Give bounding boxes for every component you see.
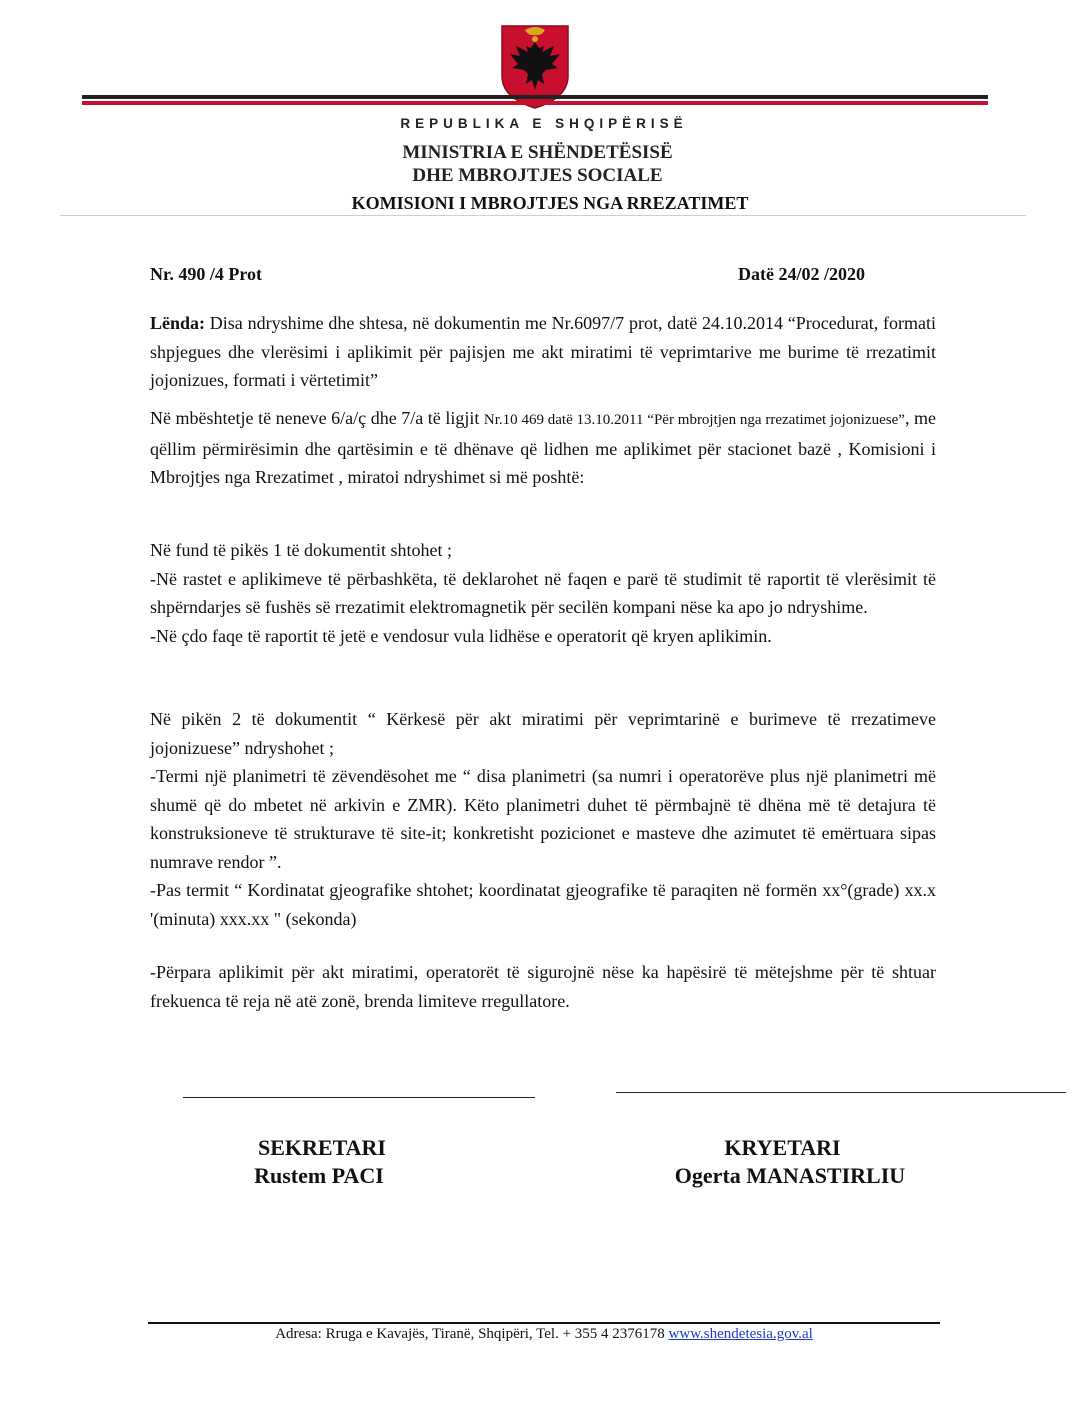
chairman-title: KRYETARI [724,1135,841,1160]
amendment-2-heading: Në pikën 2 të dokumentit “ Kërkesë për akt miratimi për veprimtarinë e burimeve të rrezatimeve jojonizuese” ndryshohet ; [150,709,936,758]
signature-line-right [616,1092,1066,1093]
footer-divider [148,1322,940,1324]
ministry-name-line2: DHE MBROJTJES SOCIALE [412,165,663,186]
amendment-1-item-2: -Në çdo faqe të raportit të jetë e vendosur vula lidhëse e operatorit që kryen aplikimin. [150,625,772,646]
amendment-1-item-1: -Në rastet e aplikimeve të përbashkëta, të deklarohet në faqen e parë të studimit të raportit të vlerësimit të shpërndarjes së fushës së rrezatimit elektromagnetik për secilën kompani nëse ka apo jo ndryshime. [150,568,936,617]
document-date: Datë 24/02 /2020 [738,264,865,284]
header-line-red [82,101,988,105]
intro-text-2: , me qëllim përmirësimin dhe qartësimin e të dhënave që lidhen me aplikimet për stacionet bazë , Komisioni i Mbrojtjes nga Rrezatimet , miratoi ndryshimet si më poshtë: [150,408,936,487]
header-divider [60,215,1026,216]
signature-line-left [183,1097,535,1098]
amendment-2-item-2: -Pas termit “ Kordinatat gjeografike shtohet; koordinatat gjeografike të paraqiten në formën xx°(grade) xx.x '(minuta) xxx.xx " (sekonda) [150,880,936,929]
footer-address [148,1326,940,1343]
secretary-name: Rustem PACI [254,1163,384,1188]
website-link[interactable]: www.shendetesia.gov.al [668,1326,813,1342]
intro-paragraph [150,404,936,492]
subject-label: Lënda: [150,313,206,333]
amendment-1 [150,536,936,650]
chairman-name: Ogerta MANASTIRLIU [674,1163,906,1188]
closing-paragraph: -Përpara aplikimit për akt miratimi, operatorët të sigurojnë nëse ka hapësirë të mëtejshme për të shtuar frekuenca të reja në atë zonë, brenda limiteve rregullatore. [150,962,936,1011]
subject-paragraph [150,309,936,395]
amendment-2 [150,705,936,933]
amendment-1-heading: Në fund të pikës 1 të dokumentit shtohet ; [150,540,452,560]
ministry-name-line1: MINISTRIA E SHËNDETËSISË [402,142,673,163]
commission-name: KOMISIONI I MBROJTJES NGA RREZATIMET [351,193,749,213]
protocol-number: Nr. 490 /4 Prot [150,264,262,284]
amendment-2-item-1: -Termi një planimetri të zëvendësohet me “ disa planimetri (sa numri i operatorëve plus një planimetri më shumë që do mbetet në arkivin e ZMR). Këto planimetri duhet të përmbajnë të dhëna më të detajura të konstruksioneve të strukturave të site-it; konkretisht pozicionet e masteve dhe azimutet të emërtuara sipas numrave rendor ”. [150,766,936,872]
intro-law-reference: Nr.10 469 datë 13.10.2011 “Për mbrojtjen nga rrezatimet jojonizuese” [483,412,905,428]
republic-heading: REPUBLIKA E SHQIPËRISË [400,116,688,131]
footer-address-text: Adresa: Rruga e Kavajës, Tiranë, Shqipëri, Tel. + 355 4 2376178 [275,1326,669,1342]
subject-text: Disa ndryshime dhe shtesa, në dokumentin me Nr.6097/7 prot, datë 24.10.2014 “Procedurat, formati shpjegues dhe vlerësimi i aplikimit për pajisjen me akt miratimi të veprimtarive me burime të rrezatimit jojonizues, formati i vërtetimit” [150,313,936,390]
secretary-title: SEKRETARI [258,1135,386,1160]
header-line-black [82,95,988,99]
intro-text-1: Në mbështetje të neneve 6/a/ç dhe 7/a të ligjit [150,408,484,428]
